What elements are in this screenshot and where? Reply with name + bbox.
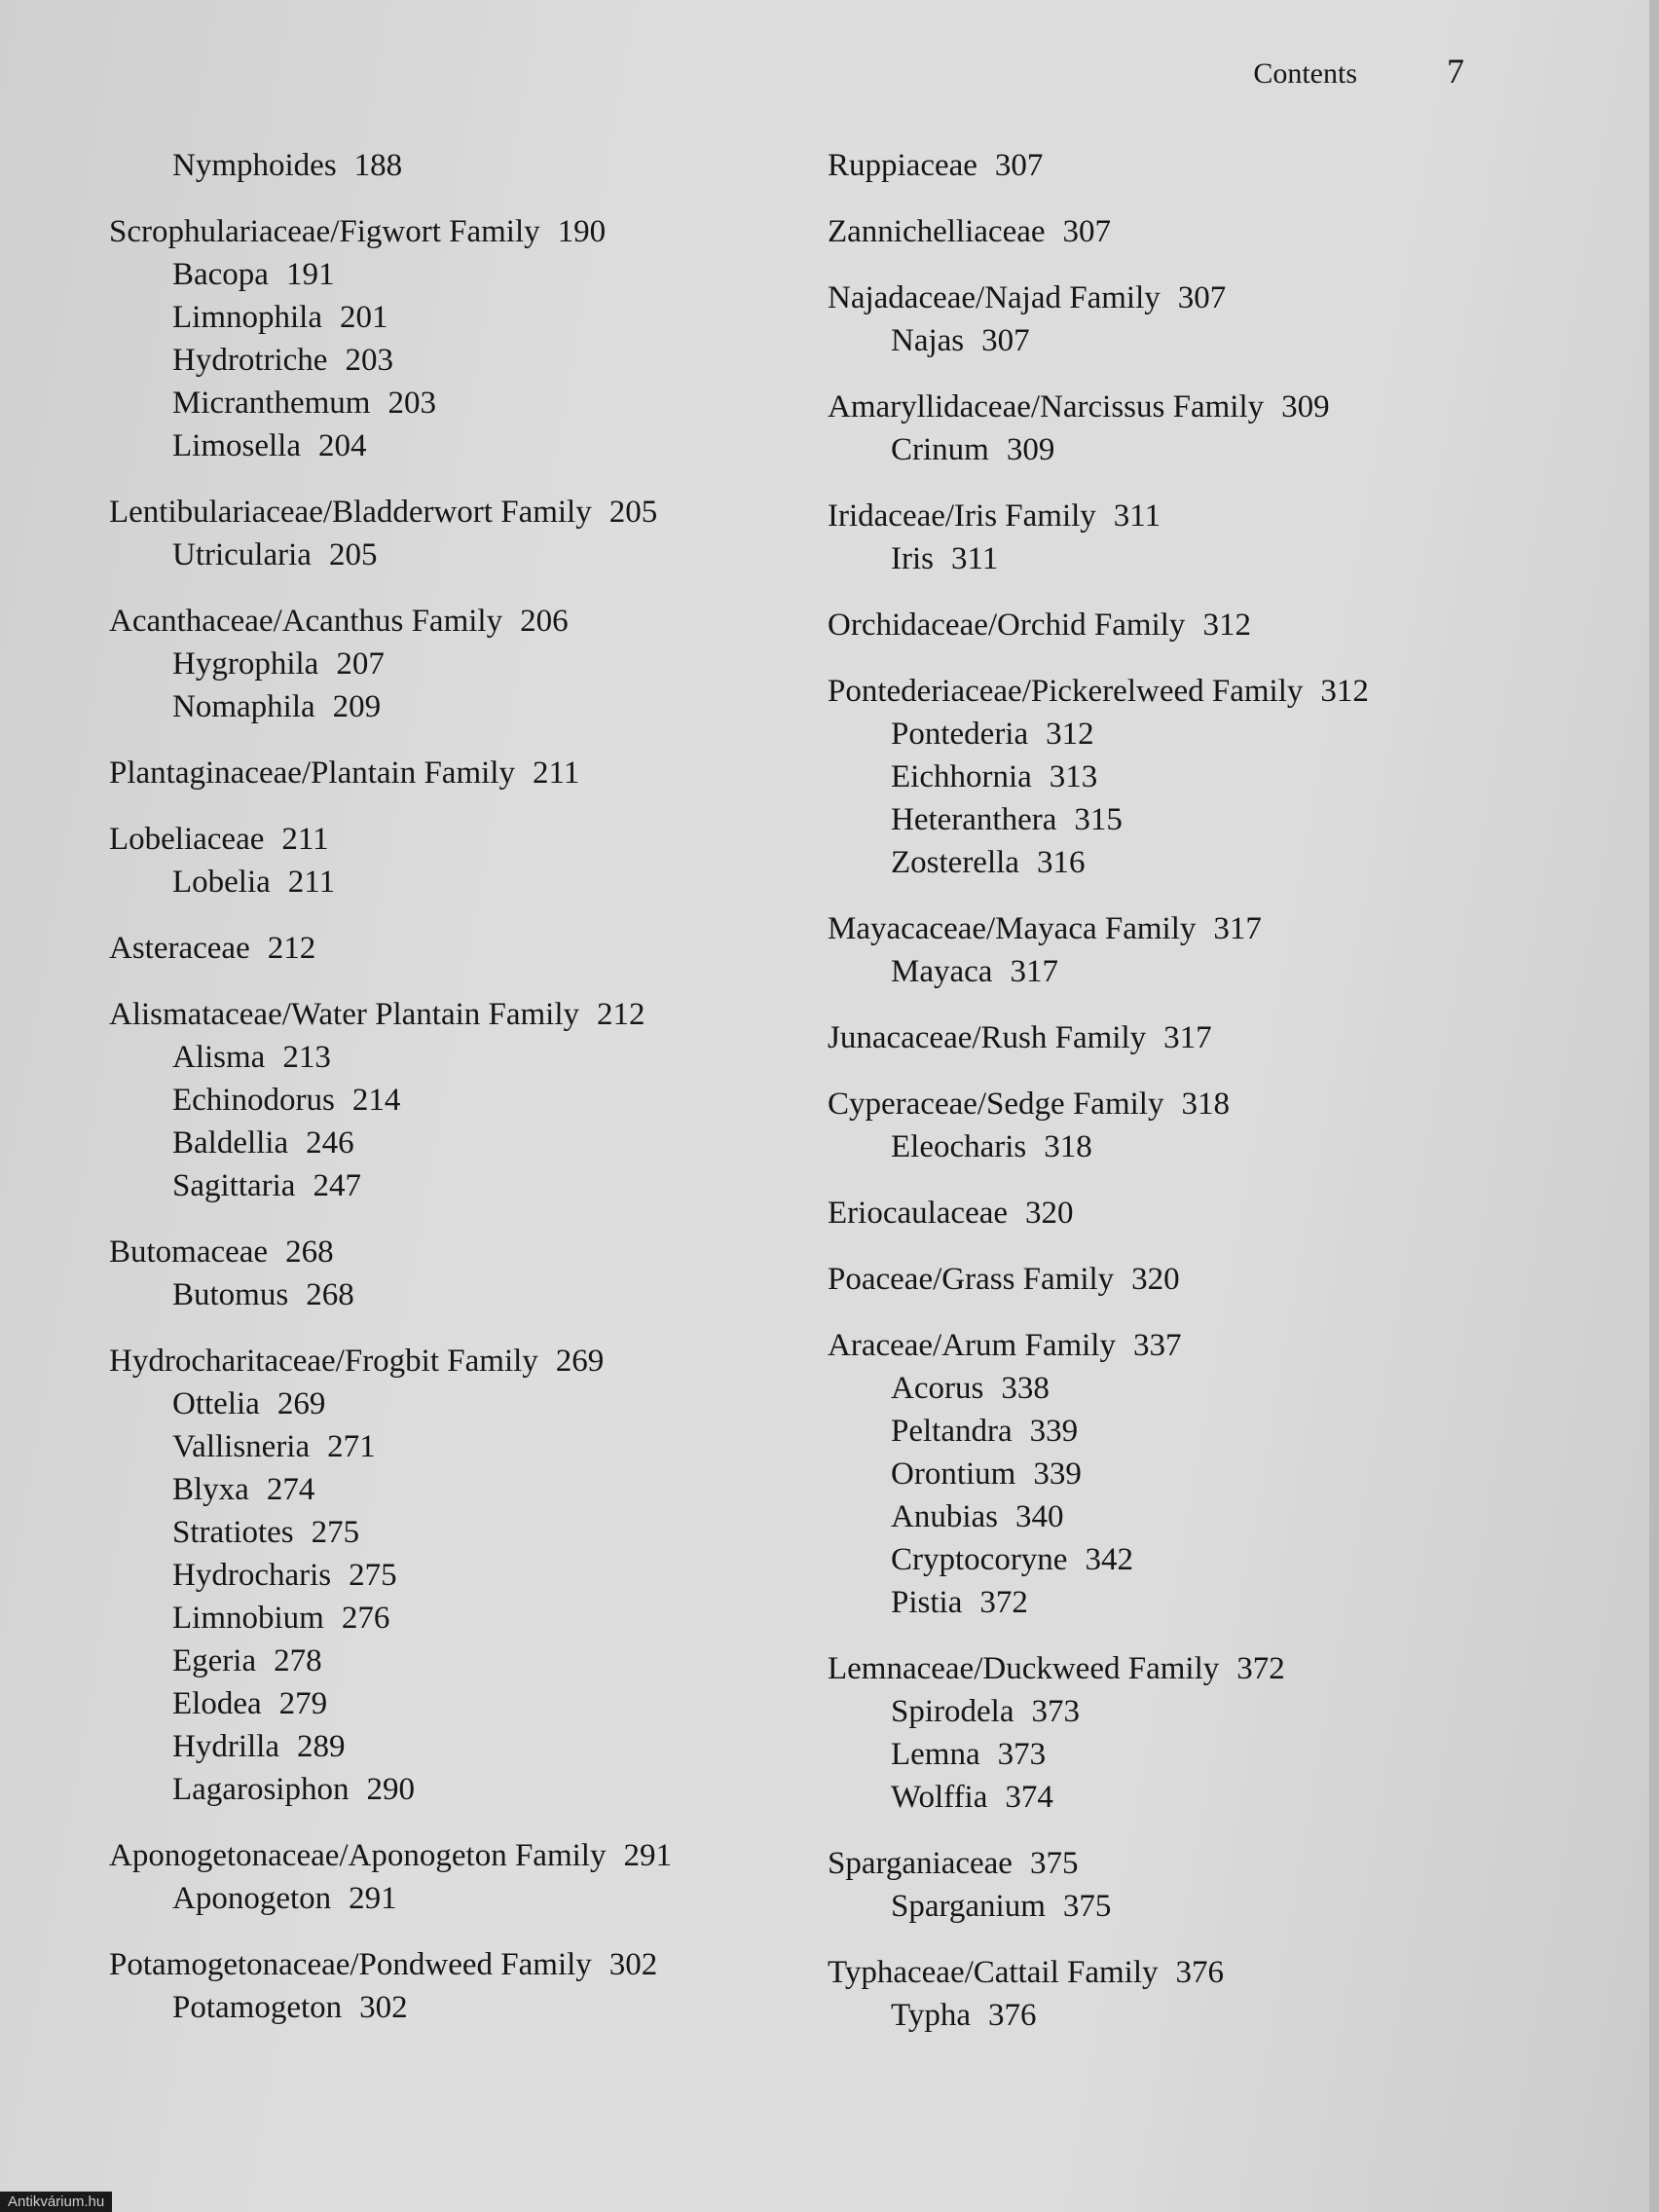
genus-entry-page: 205: [328, 537, 378, 572]
genus-entry: [828, 1994, 1509, 2037]
genus-entry-page: 316: [1036, 845, 1086, 880]
genus-entry-page: 291: [349, 1881, 397, 1916]
watermark: Antikvárium.hu: [0, 2192, 112, 2212]
genus-entry-name: Peltandra: [891, 1414, 1013, 1449]
genus-entry-name: Egeria: [172, 1643, 257, 1678]
family-entry-name: Araceae/Arum Family: [828, 1328, 1116, 1363]
genus-entry-page: 268: [306, 1277, 354, 1312]
family-entry-page: 268: [285, 1235, 334, 1270]
family-entry: [828, 1647, 1509, 1690]
genus-entry-name: Aponogeton: [172, 1881, 332, 1916]
genus-entry-name: Elodea: [172, 1686, 262, 1721]
genus-entry-name: Limosella: [172, 428, 301, 463]
genus-entry-name: Hydrilla: [172, 1729, 279, 1764]
family-entry: [828, 1258, 1509, 1301]
genus-entry: [109, 1036, 791, 1079]
family-entry: [109, 752, 791, 794]
family-entry-page: 212: [267, 931, 316, 966]
genus-entry-page: 375: [1062, 1889, 1112, 1924]
family-entry: [109, 210, 791, 253]
genus-entry-name: Pontederia: [891, 717, 1029, 752]
genus-entry-page: 246: [306, 1125, 354, 1161]
family-entry-page: 307: [1062, 214, 1112, 249]
genus-entry-name: Butomus: [172, 1277, 289, 1312]
toc-entry-group: [109, 1943, 791, 2029]
genus-entry-name: Alisma: [172, 1040, 266, 1075]
genus-entry-name: Eleocharis: [891, 1129, 1027, 1164]
genus-entry-name: Lobelia: [172, 865, 271, 900]
genus-entry: [828, 1125, 1509, 1168]
genus-entry: [109, 424, 791, 467]
genus-entry-name: Typha: [891, 1998, 972, 2033]
genus-entry: [109, 1511, 791, 1554]
genus-entry: [828, 1410, 1509, 1453]
genus-entry: [109, 861, 791, 903]
family-entry: [109, 993, 791, 1036]
genus-entry: [109, 1725, 791, 1768]
toc-entry-group: [109, 144, 791, 187]
genus-entry-page: 274: [266, 1472, 315, 1507]
family-entry-page: 317: [1213, 911, 1262, 946]
page-number: 7: [1447, 52, 1464, 91]
family-entry-name: Cyperaceae/Sedge Family: [828, 1087, 1164, 1122]
genus-entry-name: Pistia: [891, 1585, 963, 1620]
genus-entry-name: Orontium: [891, 1456, 1016, 1492]
genus-entry-name: Blyxa: [172, 1472, 249, 1507]
genus-entry: [828, 950, 1509, 993]
genus-entry: [109, 339, 791, 382]
toc-entry-group: [828, 1258, 1509, 1301]
family-entry-page: 312: [1202, 608, 1251, 643]
genus-entry-page: 289: [296, 1729, 346, 1764]
family-entry-name: Hydrocharitaceae/Frogbit Family: [109, 1344, 538, 1379]
genus-entry-page: 307: [981, 323, 1030, 358]
genus-entry: [828, 1690, 1509, 1733]
genus-entry-name: Heteranthera: [891, 802, 1057, 837]
toc-entry-group: [828, 276, 1509, 362]
running-header: [1253, 51, 1464, 92]
genus-entry-page: 373: [997, 1737, 1047, 1772]
genus-entry: [109, 534, 791, 576]
family-entry: [828, 276, 1509, 319]
genus-entry-name: Crinum: [891, 432, 989, 467]
family-entry-page: 291: [623, 1838, 672, 1873]
genus-entry-page: 209: [332, 689, 382, 724]
genus-entry: [109, 643, 791, 685]
genus-entry-name: Sagittaria: [172, 1168, 296, 1203]
family-entry-page: 211: [281, 822, 329, 857]
genus-entry-name: Stratiotes: [172, 1515, 294, 1550]
genus-entry-name: Cryptocoryne: [891, 1542, 1068, 1577]
family-entry-page: 269: [555, 1344, 605, 1379]
genus-entry: [109, 1164, 791, 1207]
family-entry-name: Eriocaulaceae: [828, 1196, 1009, 1231]
family-entry-page: 205: [608, 495, 658, 530]
family-entry: [109, 1834, 791, 1877]
genus-entry: [109, 1273, 791, 1316]
genus-entry: [828, 1776, 1509, 1819]
genus-entry-name: Hydrotriche: [172, 343, 328, 378]
genus-entry: [828, 1581, 1509, 1624]
family-entry: [828, 1192, 1509, 1235]
family-entry-page: 337: [1132, 1328, 1182, 1363]
family-entry: [828, 1016, 1509, 1059]
genus-entry-name: Vallisneria: [172, 1429, 311, 1464]
genus-entry: [109, 1986, 791, 2029]
genus-entry-name: Utricularia: [172, 537, 312, 572]
family-entry-name: Ruppiaceae: [828, 148, 977, 183]
genus-entry: [109, 685, 791, 728]
family-entry: [828, 1083, 1509, 1125]
genus-entry-name: Nymphoides: [172, 148, 337, 183]
toc-right-column: [828, 144, 1509, 2060]
family-entry-page: 318: [1181, 1087, 1230, 1122]
toc-entry-group: [828, 144, 1509, 187]
toc-entry-group: [828, 1083, 1509, 1168]
family-entry: [109, 927, 791, 970]
genus-entry-name: Echinodorus: [172, 1083, 335, 1118]
toc-entry-group: [828, 1951, 1509, 2037]
genus-entry-page: 271: [327, 1429, 376, 1464]
family-entry-name: Lentibulariaceae/Bladderwort Family: [109, 495, 592, 530]
family-entry-name: Pontederiaceae/Pickerelweed Family: [828, 674, 1304, 709]
genus-entry-name: Potamogeton: [172, 1990, 343, 2025]
genus-entry-name: Limnophila: [172, 300, 322, 335]
genus-entry-page: 275: [349, 1558, 397, 1593]
genus-entry-page: 373: [1031, 1694, 1080, 1729]
toc-entry-group: [828, 1647, 1509, 1819]
header-title: Contents: [1253, 57, 1357, 90]
genus-entry: [109, 1468, 791, 1511]
family-entry-name: Najadaceae/Najad Family: [828, 280, 1161, 315]
genus-entry: [828, 756, 1509, 798]
genus-entry: [828, 1885, 1509, 1928]
family-entry-name: Poaceae/Grass Family: [828, 1262, 1115, 1297]
family-entry-page: 309: [1281, 389, 1330, 424]
toc-entry-group: [109, 600, 791, 728]
genus-entry-name: Iris: [891, 541, 934, 576]
genus-entry: [828, 537, 1509, 580]
genus-entry-page: 313: [1049, 759, 1098, 794]
family-entry-page: 317: [1163, 1020, 1212, 1055]
genus-entry-page: 279: [278, 1686, 328, 1721]
genus-entry-page: 312: [1046, 717, 1094, 752]
genus-entry-page: 311: [951, 541, 999, 576]
genus-entry-page: 309: [1006, 432, 1055, 467]
genus-entry-name: Micranthemum: [172, 386, 371, 421]
genus-entry: [828, 319, 1509, 362]
family-entry: [828, 144, 1509, 187]
family-entry-name: Amaryllidaceae/Narcissus Family: [828, 389, 1265, 424]
family-entry: [828, 670, 1509, 713]
genus-entry-page: 204: [317, 428, 367, 463]
genus-entry: [828, 841, 1509, 884]
genus-entry-page: 374: [1005, 1780, 1053, 1815]
genus-entry-page: 302: [359, 1990, 408, 2025]
genus-entry-page: 278: [274, 1643, 322, 1678]
toc-entry-group: [828, 604, 1509, 646]
genus-entry: [828, 1538, 1509, 1581]
genus-entry-name: Anubias: [891, 1499, 998, 1534]
family-entry: [109, 600, 791, 643]
toc-entry-group: [109, 210, 791, 467]
family-entry: [109, 818, 791, 861]
family-entry-name: Asteraceae: [109, 931, 250, 966]
genus-entry: [109, 382, 791, 424]
genus-entry: [109, 1079, 791, 1122]
toc-entry-group: [109, 927, 791, 970]
genus-entry: [109, 1382, 791, 1425]
genus-entry-page: 339: [1033, 1456, 1082, 1492]
page-edge: [1649, 0, 1659, 2212]
genus-entry-page: 191: [285, 257, 335, 292]
genus-entry: [828, 713, 1509, 756]
family-entry-name: Lobeliaceae: [109, 822, 265, 857]
family-entry: [828, 1324, 1509, 1367]
family-entry-name: Butomaceae: [109, 1235, 269, 1270]
genus-entry: [109, 1597, 791, 1640]
toc-entry-group: [828, 670, 1509, 884]
toc-entry-group: [828, 386, 1509, 471]
toc-entry-group: [828, 1192, 1509, 1235]
family-entry-page: 320: [1131, 1262, 1180, 1297]
family-entry-page: 375: [1029, 1846, 1079, 1881]
genus-entry-page: 213: [282, 1040, 331, 1075]
family-entry: [828, 210, 1509, 253]
family-entry-page: 320: [1025, 1196, 1074, 1231]
genus-entry-name: Eichhornia: [891, 759, 1032, 794]
genus-entry-page: 315: [1074, 802, 1123, 837]
toc-entry-group: [109, 1231, 791, 1316]
family-entry-page: 190: [557, 214, 607, 249]
genus-entry-page: 318: [1044, 1129, 1092, 1164]
family-entry-name: Iridaceae/Iris Family: [828, 498, 1096, 534]
family-entry: [828, 386, 1509, 428]
genus-entry-page: 188: [353, 148, 403, 183]
genus-entry-page: 290: [366, 1772, 415, 1807]
family-entry: [828, 907, 1509, 950]
genus-entry-page: 317: [1010, 954, 1058, 989]
genus-entry-page: 203: [345, 343, 393, 378]
family-entry-name: Plantaginaceae/Plantain Family: [109, 756, 515, 791]
toc-entry-group: [109, 491, 791, 576]
family-entry-name: Sparganiaceae: [828, 1846, 1013, 1881]
toc-left-column: [109, 144, 791, 2052]
genus-entry-page: 339: [1029, 1414, 1079, 1449]
toc-entry-group: [109, 818, 791, 903]
family-entry-name: Acanthaceae/Acanthus Family: [109, 604, 503, 639]
genus-entry-name: Sparganium: [891, 1889, 1046, 1924]
genus-entry-page: 372: [979, 1585, 1028, 1620]
family-entry-name: Zannichelliaceae: [828, 214, 1046, 249]
genus-entry: [828, 1367, 1509, 1410]
genus-entry: [109, 253, 791, 296]
family-entry: [828, 1842, 1509, 1885]
genus-entry-name: Lemna: [891, 1737, 980, 1772]
family-entry-name: Orchidaceae/Orchid Family: [828, 608, 1186, 643]
genus-entry: [109, 1682, 791, 1725]
genus-entry-page: 338: [1001, 1371, 1050, 1406]
genus-entry: [109, 1768, 791, 1811]
genus-entry-page: 340: [1015, 1499, 1064, 1534]
genus-entry-page: 269: [276, 1386, 326, 1421]
genus-entry: [109, 1877, 791, 1920]
genus-entry-page: 247: [313, 1168, 361, 1203]
family-entry-name: Junacaceae/Rush Family: [828, 1020, 1147, 1055]
family-entry-page: 311: [1113, 498, 1161, 534]
family-entry: [109, 1943, 791, 1986]
genus-entry: [828, 1453, 1509, 1495]
toc-entry-group: [109, 752, 791, 794]
genus-entry-name: Spirodela: [891, 1694, 1014, 1729]
family-entry-name: Typhaceae/Cattail Family: [828, 1955, 1159, 1990]
family-entry-page: 307: [994, 148, 1044, 183]
genus-entry-page: 207: [336, 646, 385, 682]
genus-entry: [109, 1425, 791, 1468]
genus-entry: [828, 1733, 1509, 1776]
family-entry: [828, 604, 1509, 646]
family-entry-page: 307: [1177, 280, 1227, 315]
family-entry-name: Alismataceae/Water Plantain Family: [109, 997, 580, 1032]
genus-entry-page: 276: [341, 1601, 390, 1636]
genus-entry-page: 214: [351, 1083, 401, 1118]
genus-entry-page: 203: [387, 386, 436, 421]
genus-entry-page: 376: [988, 1998, 1037, 2033]
genus-entry-name: Limnobium: [172, 1601, 324, 1636]
family-entry-page: 212: [597, 997, 645, 1032]
genus-entry-name: Hygrophila: [172, 646, 319, 682]
family-entry-name: Potamogetonaceae/Pondweed Family: [109, 1947, 592, 1982]
genus-entry-page: 201: [339, 300, 388, 335]
genus-entry-name: Lagarosiphon: [172, 1772, 350, 1807]
toc-entry-group: [109, 1340, 791, 1811]
genus-entry: [828, 428, 1509, 471]
toc-entry-group: [828, 1842, 1509, 1928]
family-entry: [109, 1231, 791, 1273]
genus-entry-name: Wolffia: [891, 1780, 988, 1815]
toc-entry-group: [828, 210, 1509, 253]
toc-entry-group: [828, 1324, 1509, 1624]
genus-entry-name: Ottelia: [172, 1386, 260, 1421]
genus-entry: [828, 798, 1509, 841]
genus-entry: [109, 1640, 791, 1682]
genus-entry-name: Hydrocharis: [172, 1558, 332, 1593]
family-entry-page: 211: [532, 756, 580, 791]
family-entry-name: Lemnaceae/Duckweed Family: [828, 1651, 1220, 1686]
genus-entry-page: 342: [1085, 1542, 1133, 1577]
family-entry-page: 312: [1320, 674, 1369, 709]
genus-entry-name: Mayaca: [891, 954, 993, 989]
family-entry-page: 376: [1175, 1955, 1224, 1990]
family-entry: [109, 1340, 791, 1382]
toc-entry-group: [109, 1834, 791, 1920]
genus-entry-name: Nomaphila: [172, 689, 315, 724]
genus-entry: [109, 144, 791, 187]
genus-entry: [828, 1495, 1509, 1538]
genus-entry-name: Bacopa: [172, 257, 269, 292]
genus-entry: [109, 296, 791, 339]
genus-entry: [109, 1122, 791, 1164]
family-entry-page: 302: [608, 1947, 658, 1982]
toc-entry-group: [828, 907, 1509, 993]
family-entry: [109, 491, 791, 534]
family-entry-name: Aponogetonaceae/Aponogeton Family: [109, 1838, 607, 1873]
family-entry-name: Scrophulariaceae/Figwort Family: [109, 214, 540, 249]
family-entry-name: Mayacaceae/Mayaca Family: [828, 911, 1197, 946]
family-entry-page: 372: [1236, 1651, 1285, 1686]
genus-entry-name: Zosterella: [891, 845, 1019, 880]
family-entry: [828, 1951, 1509, 1994]
genus-entry-page: 211: [287, 865, 336, 900]
toc-entry-group: [109, 993, 791, 1207]
family-entry: [828, 495, 1509, 537]
family-entry-page: 206: [520, 604, 569, 639]
genus-entry: [109, 1554, 791, 1597]
toc-entry-group: [828, 495, 1509, 580]
genus-entry-page: 275: [311, 1515, 360, 1550]
genus-entry-name: Baldellia: [172, 1125, 289, 1161]
toc-entry-group: [828, 1016, 1509, 1059]
genus-entry-name: Najas: [891, 323, 965, 358]
genus-entry-name: Acorus: [891, 1371, 984, 1406]
